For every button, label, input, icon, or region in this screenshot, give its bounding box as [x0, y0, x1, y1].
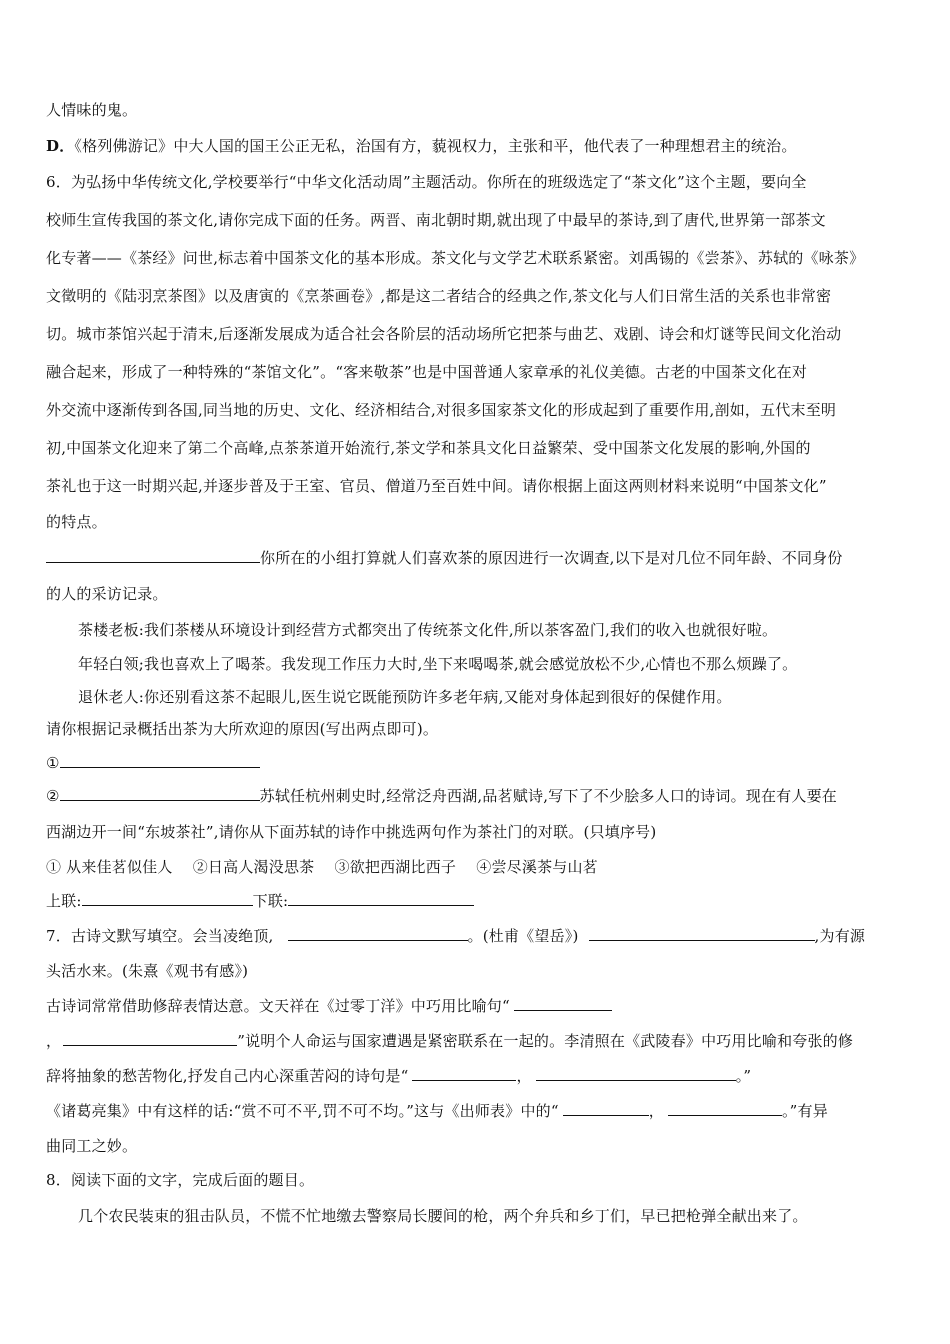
- interview-record: [78, 687, 938, 707]
- option-d-label: D．: [46, 137, 75, 155]
- question-8-line: [46, 1170, 906, 1190]
- text-line: [46, 719, 906, 739]
- line-text: 。(杜甫《望岳》): [467, 927, 579, 945]
- question-6-line: [46, 172, 906, 192]
- line-text: 年轻白领;我也喜欢上了喝茶。我发现工作压力大时,坐下来喝喝茶,就会感觉放松不少,心情也不那么烦躁了。: [78, 655, 798, 673]
- text-line: [46, 822, 906, 842]
- answer-blank[interactable]: [288, 926, 468, 941]
- line-text: 辞将抽象的愁苦物化,抒发自己内心深重苦闷的诗句是“: [46, 1067, 409, 1085]
- answer-blank[interactable]: [668, 1101, 782, 1116]
- line-text: 你所在的小组打算就人们喜欢茶的原因进行一次调查,以下是对几位不同年龄、不同身份: [260, 549, 843, 567]
- line-text: ，: [516, 1067, 532, 1085]
- answer-blank[interactable]: [412, 1066, 516, 1081]
- text-line: [46, 100, 906, 120]
- line-text: 文徵明的《陆羽烹茶图》以及唐寅的《烹茶画卷》,都是这二者结合的经典之作,茶文化与人们日常生活的关系也非常密: [46, 287, 832, 305]
- answer-blank[interactable]: [82, 891, 253, 906]
- answer-blank[interactable]: [563, 1101, 649, 1116]
- line-text: 头活水来。(朱熹《观书有感》): [46, 962, 249, 980]
- line-text: 曲同工之妙。: [46, 1137, 138, 1155]
- answer-line: [46, 1066, 906, 1086]
- line-text: 茶礼也于这一时期兴起,并逐步普及于王室、官员、僧道乃至百姓中间。请你根据上面这两则材料来说明“中国茶文化”: [46, 477, 827, 495]
- answer-line: [46, 1031, 906, 1051]
- line-text: 几个农民装束的狙击队员，不慌不忙地缴去警察局长腰间的枪，两个弁兵和乡丁们，早已把枪弹全献出来了。: [78, 1207, 808, 1225]
- interview-record: [78, 620, 938, 640]
- answer-blank[interactable]: [589, 926, 815, 941]
- text-line: [46, 961, 906, 981]
- line-text: 。”: [735, 1067, 752, 1085]
- line-text: 苏轼任杭州刺史时,经常泛舟西湖,品茗赋诗,写下了不少脍多人口的诗词。现在有人要在: [259, 787, 837, 805]
- line-text: ，: [46, 1032, 62, 1050]
- text-line: [46, 476, 906, 496]
- question-7-line: [46, 926, 906, 946]
- answer-blank[interactable]: [514, 996, 612, 1011]
- line-text: 化专著——《茶经》问世,标志着中国茶文化的基本形成。茶文化与文学艺术联系紧密。刘禹锡的《尝茶》、苏轼的《咏茶》: [46, 249, 865, 267]
- option-d-text: 《格列佛游记》中大人国的国王公正无私，治国有方，藐视权力，主张和平，他代表了一种理想君主的统治。: [74, 137, 797, 155]
- line-text: 融合起来，形成了一种特殊的“茶馆文化”。“客来敬茶”也是中国普通人家章承的礼仪美德。古老的中国茶文化在对: [46, 363, 808, 381]
- text-line: [46, 584, 906, 604]
- answer-blank[interactable]: [46, 548, 260, 563]
- line-text: 6．为弘扬中华传统文化,学校要举行“中华文化活动周”主题活动。你所在的班级选定了“茶文化”这个主题，要向全: [46, 173, 807, 191]
- text-line: [46, 400, 906, 420]
- answer-blank[interactable]: [63, 1031, 237, 1046]
- line-text: 退休老人:你还别看这茶不起眼儿,医生说它既能预防许多老年病,又能对身体起到很好的保健作用。: [78, 688, 732, 706]
- text-line: [46, 248, 906, 268]
- answer-line: [46, 1101, 906, 1121]
- line-text: ，: [648, 1102, 664, 1120]
- line-text: 请你根据记录概括出茶为大所欢迎的原因(写出两点即可)。: [46, 720, 439, 738]
- line-text: 《诸葛亮集》中有这样的话:“赏不可不平,罚不可不均。”这与《出师表》中的“: [46, 1102, 559, 1120]
- line-text: 。”有异: [781, 1102, 828, 1120]
- reading-passage-line: [78, 1206, 938, 1226]
- text-line: [46, 324, 906, 344]
- answer-blank[interactable]: [536, 1066, 736, 1081]
- couplet-line: [46, 891, 906, 911]
- line-text: ① 从来佳茗似佳人 ②日高人渴没思茶 ③欲把西湖比西子 ④尝尽溪茶与山茗: [46, 858, 598, 876]
- text-line: [46, 286, 906, 306]
- text-line: [46, 512, 906, 532]
- line-text: 茶楼老板:我们茶楼从环境设计到经营方式都突出了传统茶文化件,所以茶客盈门,我们的收入也就很好啦。: [78, 621, 778, 639]
- lower-couplet-label: 下联:: [252, 892, 289, 910]
- line-text: 8．阅读下面的文字，完成后面的题目。: [46, 1171, 315, 1189]
- answer-blank[interactable]: [60, 753, 260, 768]
- text-line: [46, 438, 906, 458]
- answer-line: [46, 996, 906, 1016]
- upper-couplet-label: 上联:: [46, 892, 82, 910]
- answer-blank[interactable]: [60, 786, 260, 801]
- text-line: [46, 1136, 906, 1156]
- choices-line: [46, 857, 906, 877]
- answer-line: [46, 753, 906, 773]
- answer-number: ①: [46, 754, 60, 772]
- line-text: 的人的采访记录。: [46, 585, 168, 603]
- line-text: 切。城市茶馆兴起于清末,后逐渐发展成为适合社会各阶层的活动场所它把茶与曲艺、戏剧、诗会和灯谜等民间文化治动: [46, 325, 842, 343]
- line-text: 校师生宣传我国的茶文化,请你完成下面的任务。两晋、南北朝时期,就出现了中最早的茶诗,到了唐代,世界第一部茶文: [46, 211, 826, 229]
- line-text: 古诗词常常借助修辞表情达意。文天祥在《过零丁洋》中巧用比喻句“: [46, 997, 510, 1015]
- interview-record: [78, 654, 938, 674]
- answer-number: ②: [46, 787, 60, 805]
- text-line: [46, 362, 906, 382]
- line-text: ,为有源: [814, 927, 866, 945]
- line-text: 人情味的鬼。: [46, 101, 138, 119]
- answer-line: [46, 548, 906, 568]
- answer-line: [46, 786, 906, 806]
- line-text: 西湖边开一间“东坡茶社”,请你从下面苏轼的诗作中挑选两句作为茶社门的对联。(只填序号): [46, 823, 657, 841]
- answer-blank[interactable]: [288, 891, 474, 906]
- option-d-line: [46, 136, 906, 156]
- line-text: ”说明个人命运与国家遭遇是紧密联系在一起的。李清照在《武陵春》中巧用比喻和夸张的修: [237, 1032, 854, 1050]
- line-text: 外交流中逐渐传到各国,同当地的历史、文化、经济相结合,对很多国家茶文化的形成起到了重要作用,剖如，五代末至明: [46, 401, 837, 419]
- text-line: [46, 210, 906, 230]
- line-text: 的特点。: [46, 513, 107, 531]
- line-text: 7．古诗文默写填空。会当凌绝顶,: [46, 927, 274, 945]
- line-text: 初,中国茶文化迎来了第二个高峰,点茶茶道开始流行,茶文学和茶具文化日益繁荣、受中国茶文化发展的影响,外国的: [46, 439, 811, 457]
